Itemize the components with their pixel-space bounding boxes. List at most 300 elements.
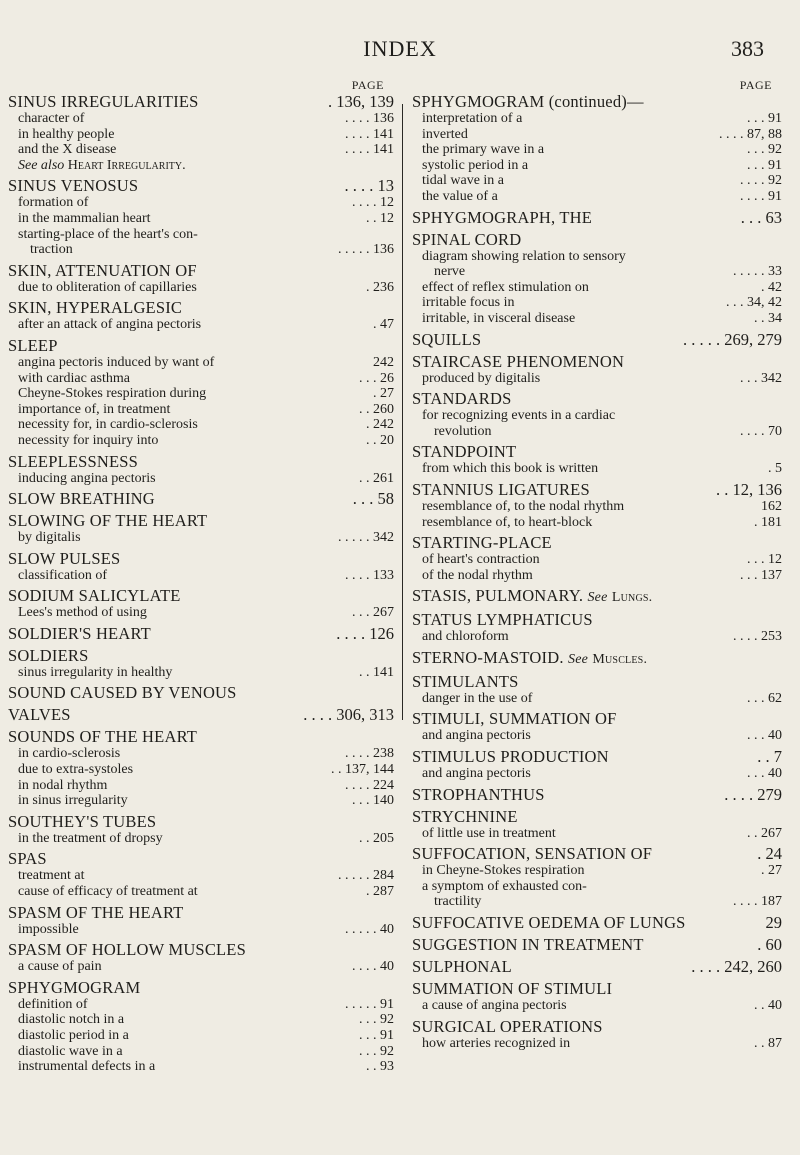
index-subentry xyxy=(412,552,782,568)
entry-label xyxy=(8,849,47,868)
entry-label xyxy=(8,812,156,831)
entry-text: SUFFOCATION, SENSATION OF xyxy=(412,844,653,864)
entry-label xyxy=(18,227,198,243)
page-reference: . . 141 xyxy=(359,664,394,680)
entry-text: and the X disease xyxy=(18,142,117,158)
index-subentry xyxy=(412,879,782,895)
index-heading xyxy=(8,549,394,568)
entry-text: Lees's method of using xyxy=(18,605,147,621)
entry-label xyxy=(422,629,509,645)
entry-text: SPASM OF HOLLOW MUSCLES xyxy=(8,940,246,960)
entry-text: definition of xyxy=(18,996,88,1012)
entry-label xyxy=(18,355,214,371)
page-reference: . . 137, 144 xyxy=(331,762,394,778)
page-reference: . 236 xyxy=(366,279,394,295)
entry-label xyxy=(8,452,138,471)
entry-text: systolic period in a xyxy=(422,157,529,173)
entry-label xyxy=(422,1036,570,1052)
entry-text: STANDPOINT xyxy=(412,442,517,462)
entry-text: danger in the use of xyxy=(422,690,533,706)
page-reference: . . . . 87, 88 xyxy=(719,126,782,142)
index-heading xyxy=(8,489,394,508)
page-reference: . . . 91 xyxy=(359,1028,394,1043)
entry-label xyxy=(412,807,518,826)
entry-text: with cardiac asthma xyxy=(18,370,130,386)
page-reference: . . . . 224 xyxy=(345,777,394,793)
page-reference: . . . 62 xyxy=(747,690,782,706)
entry-text: of little use in treatment xyxy=(422,825,556,841)
cross-reference: Muscles. xyxy=(592,651,648,667)
page-reference: . . 93 xyxy=(366,1059,394,1075)
entry-text: SUGGESTION IN TREATMENT xyxy=(412,935,644,955)
entry-text: effect of reflex stimulation on xyxy=(422,279,589,295)
entry-text: Cheyne-Stokes respiration during xyxy=(18,386,207,402)
index-heading xyxy=(412,935,782,954)
entry-text: resemblance of, to heart-block xyxy=(422,514,593,530)
entry-label xyxy=(18,471,156,487)
entry-label xyxy=(422,127,468,143)
entry-text: SURGICAL OPERATIONS xyxy=(412,1016,603,1036)
index-subentry xyxy=(412,515,782,531)
index-heading xyxy=(412,610,782,629)
page-header xyxy=(0,36,800,66)
entry-label xyxy=(18,317,201,333)
entry-label xyxy=(8,511,207,530)
entry-text: STIMULUS PRODUCTION xyxy=(412,747,609,767)
entry-label xyxy=(18,746,120,762)
entry-label xyxy=(18,195,88,211)
entry-label xyxy=(422,280,589,296)
index-subentry xyxy=(412,1036,782,1052)
index-subentry xyxy=(8,386,394,402)
entry-text: impossible xyxy=(18,921,79,937)
entry-text: inducing angina pectoris xyxy=(18,470,156,486)
index-heading xyxy=(412,1017,782,1036)
page-reference: . . 261 xyxy=(359,470,394,486)
entry-text: VALVES xyxy=(8,705,71,725)
index-heading xyxy=(412,844,782,863)
entry-label xyxy=(412,913,686,932)
page-reference: . . . 40 xyxy=(747,766,782,782)
entry-text: how arteries recognized in xyxy=(422,1035,571,1051)
entry-label xyxy=(8,903,183,922)
page-reference: . . . 92 xyxy=(747,142,782,158)
index-subentry xyxy=(8,884,394,900)
entry-text: from which this book is written xyxy=(422,461,599,477)
entry-label xyxy=(412,1017,603,1036)
entry-label xyxy=(422,499,624,515)
entry-text: in sinus irregularity xyxy=(18,793,128,809)
entry-text: SLOW PULSES xyxy=(8,548,121,568)
entry-text: SPHYGMOGRAM xyxy=(8,977,141,997)
entry-label xyxy=(422,879,587,895)
entry-label xyxy=(412,844,652,863)
entry-label xyxy=(422,826,556,842)
page-reference: . . . . 253 xyxy=(733,629,782,645)
cross-reference: Heart Irregularity. xyxy=(67,157,186,173)
entry-label xyxy=(412,935,644,954)
entry-label xyxy=(412,480,590,499)
entry-label xyxy=(412,330,481,349)
index-heading xyxy=(412,533,782,552)
entry-label xyxy=(18,417,198,433)
page-reference: . . . 58 xyxy=(352,489,394,509)
entry-text: SPHYGMOGRAM (continued)— xyxy=(412,92,644,111)
index-subentry xyxy=(412,173,782,189)
index-subentry xyxy=(8,665,394,681)
entry-label xyxy=(422,189,498,205)
entry-label xyxy=(8,489,155,508)
index-subentry xyxy=(8,568,394,584)
entry-label xyxy=(422,998,567,1014)
index-subentry xyxy=(8,402,394,418)
entry-text: irritable, in visceral disease xyxy=(422,310,576,326)
page-reference: . . . . . 342 xyxy=(338,530,394,546)
index-heading xyxy=(412,957,782,976)
entry-label xyxy=(18,868,84,884)
page-reference: . . 34 xyxy=(754,310,782,326)
page-reference: . 24 xyxy=(757,844,782,864)
entry-label xyxy=(8,705,71,724)
index-subentry xyxy=(8,433,394,449)
index-subentry xyxy=(412,863,782,879)
index-subentry xyxy=(412,158,782,174)
index-subentry xyxy=(8,211,394,227)
index-subentry xyxy=(412,629,782,645)
index-heading xyxy=(412,709,782,728)
entry-label xyxy=(422,728,531,744)
entry-text: SLOW BREATHING xyxy=(8,489,155,509)
entry-text: a symptom of exhausted con- xyxy=(422,878,587,894)
index-subentry xyxy=(8,317,394,333)
entry-text: SQUILLS xyxy=(412,329,482,349)
index-subentry xyxy=(8,922,394,938)
entry-text: SPINAL CORD xyxy=(412,229,522,249)
running-title: INDEX xyxy=(363,36,437,61)
entry-label xyxy=(8,940,246,959)
entry-label xyxy=(434,264,465,280)
entry-label xyxy=(18,433,158,449)
entry-text: STROPHANTHUS xyxy=(412,784,545,804)
entry-text: and angina pectoris xyxy=(422,728,531,744)
entry-label xyxy=(412,389,512,408)
index-subentry xyxy=(8,417,394,433)
index-subentry xyxy=(412,249,782,265)
index-subentry xyxy=(8,530,394,546)
entry-text: due to obliteration of capillaries xyxy=(18,279,197,295)
see-label: See xyxy=(587,590,608,606)
entry-label xyxy=(422,311,575,327)
index-heading xyxy=(412,230,782,249)
index-subentry xyxy=(8,1044,394,1060)
index-subentry xyxy=(412,461,782,477)
index-subentry xyxy=(412,189,782,205)
index-heading xyxy=(8,683,394,702)
page-reference: . . . . 187 xyxy=(733,894,782,910)
entry-text: treatment at xyxy=(18,868,85,884)
entry-text: and chloroform xyxy=(422,629,509,645)
index-heading xyxy=(412,92,782,111)
entry-text: nerve xyxy=(434,264,466,280)
entry-text: SINUS VENOSUS xyxy=(8,176,139,196)
entry-label xyxy=(412,648,647,669)
entry-text: SOLDIER'S HEART xyxy=(8,623,151,643)
index-subentry xyxy=(8,142,394,158)
entry-text: a cause of pain xyxy=(18,959,102,975)
index-heading xyxy=(412,672,782,691)
index-subentry xyxy=(8,242,394,258)
index-heading xyxy=(8,812,394,831)
entry-label xyxy=(434,424,492,440)
page-reference: . . 40 xyxy=(754,998,782,1014)
page-reference: . . 12, 136 xyxy=(716,479,782,499)
page-reference: . . 20 xyxy=(366,432,394,448)
page-reference: . 5 xyxy=(768,461,782,477)
index-heading xyxy=(8,727,394,746)
index-subentry xyxy=(412,371,782,387)
page-reference: . . 12 xyxy=(366,210,394,226)
entry-label xyxy=(18,922,79,938)
page-reference: . . . . 238 xyxy=(345,746,394,762)
entry-label xyxy=(18,402,170,418)
index-subentry xyxy=(8,1012,394,1028)
page-reference: . . . 63 xyxy=(740,207,782,227)
index-subentry xyxy=(8,127,394,143)
entry-label xyxy=(8,336,58,355)
entry-text: STIMULI, SUMMATION OF xyxy=(412,709,617,729)
page-reference: . . . . 92 xyxy=(740,173,782,189)
index-subentry xyxy=(8,1028,394,1044)
entry-label xyxy=(18,386,206,402)
page-reference: . . . 12 xyxy=(747,552,782,568)
entry-text: a cause of angina pectoris xyxy=(422,998,567,1014)
index-subentry xyxy=(412,568,782,584)
page-reference: . . . . . 136 xyxy=(338,242,394,258)
entry-text: STARTING-PLACE xyxy=(412,533,552,553)
entry-text: STAIRCASE PHENOMENON xyxy=(412,351,625,371)
page-reference: . . . . 242, 260 xyxy=(691,957,782,977)
index-column-right xyxy=(412,78,782,1051)
entry-label xyxy=(422,568,533,584)
entry-text: sinus irregularity in healthy xyxy=(18,664,173,680)
cross-reference: Lungs. xyxy=(611,590,653,606)
entry-label xyxy=(18,997,88,1013)
see-label: See xyxy=(568,651,589,667)
index-heading xyxy=(8,511,394,530)
entry-label xyxy=(412,92,644,111)
entry-label xyxy=(8,978,140,997)
see-also-reference xyxy=(18,158,186,174)
page-reference: . . . 137 xyxy=(740,567,782,583)
entry-label xyxy=(18,280,197,296)
index-subentry xyxy=(8,831,394,847)
entry-text: in the treatment of dropsy xyxy=(18,830,163,846)
index-heading xyxy=(412,352,782,371)
entry-text: diastolic wave in a xyxy=(18,1043,123,1059)
entry-text: character of xyxy=(18,111,85,126)
entry-text: STATUS LYMPHATICUS xyxy=(412,610,593,630)
entry-text: SOUND CAUSED BY VENOUS xyxy=(8,683,237,703)
entry-label xyxy=(422,158,528,174)
entry-label xyxy=(422,515,592,531)
entry-label xyxy=(8,586,181,605)
entry-text: in healthy people xyxy=(18,126,115,142)
page-reference: . . 205 xyxy=(359,830,394,846)
entry-text: STANDARDS xyxy=(412,389,512,409)
index-subentry xyxy=(8,997,394,1013)
entry-text: revolution xyxy=(434,423,492,439)
index-heading xyxy=(8,336,394,355)
entry-label xyxy=(412,979,612,998)
entry-text: angina pectoris induced by want of xyxy=(18,354,215,370)
entry-text: tractility xyxy=(434,894,482,910)
entry-label xyxy=(18,1012,124,1028)
page-reference: 242 xyxy=(373,354,394,370)
page-reference: . . . . 141 xyxy=(345,126,394,142)
index-subentry xyxy=(412,894,782,910)
entry-text: STANNIUS LIGATURES xyxy=(412,479,590,499)
entry-label xyxy=(30,242,73,258)
page-reference: . 47 xyxy=(373,317,394,333)
index-heading xyxy=(8,452,394,471)
entry-text: classification of xyxy=(18,567,108,583)
entry-label xyxy=(412,610,593,629)
entry-label xyxy=(422,249,626,265)
page-reference: 29 xyxy=(765,913,782,933)
entry-label xyxy=(422,766,531,782)
page-reference: . 27 xyxy=(373,386,394,402)
index-heading xyxy=(8,176,394,195)
index-heading xyxy=(8,261,394,280)
entry-text: interpretation of a xyxy=(422,111,523,126)
entry-text: and angina pectoris xyxy=(422,766,531,782)
page-reference: . . 87 xyxy=(754,1035,782,1051)
index-subentry xyxy=(412,499,782,515)
see-also-label: See also xyxy=(18,157,65,173)
index-subentry xyxy=(8,868,394,884)
index-heading xyxy=(412,785,782,804)
entry-label xyxy=(18,793,128,809)
index-subentry xyxy=(8,778,394,794)
page-reference: . . . . . 40 xyxy=(345,921,394,937)
page-reference: . . . . . 33 xyxy=(733,264,782,280)
page-reference: . 287 xyxy=(366,884,394,900)
entry-text: irritable focus in xyxy=(422,295,515,311)
entry-label xyxy=(412,957,512,976)
page-column-label: PAGE xyxy=(351,78,384,92)
entry-label xyxy=(412,747,609,766)
page-reference: . . . . 136 xyxy=(345,111,394,126)
index-heading xyxy=(8,705,394,724)
page-reference: . . 7 xyxy=(757,747,782,767)
entry-text: SLOWING OF THE HEART xyxy=(8,511,208,531)
page-number: 383 xyxy=(731,36,764,61)
entry-text: SINUS IRREGULARITIES xyxy=(8,92,199,111)
entry-text: SPHYGMOGRAPH, THE xyxy=(412,207,593,227)
index-heading xyxy=(412,913,782,932)
entry-text: SKIN, HYPERALGESIC xyxy=(8,298,183,318)
entry-label xyxy=(18,1028,129,1044)
index-subentry xyxy=(8,371,394,387)
entry-label xyxy=(422,173,504,189)
index-subentry xyxy=(412,998,782,1014)
entry-label xyxy=(412,352,624,371)
entry-text: resemblance of, to the nodal rhythm xyxy=(422,498,625,514)
entry-text: diastolic notch in a xyxy=(18,1012,125,1028)
entry-text: diastolic period in a xyxy=(18,1028,129,1043)
index-subentry xyxy=(412,264,782,280)
page-reference: . . . . 133 xyxy=(345,567,394,583)
index-subentry xyxy=(412,280,782,296)
page-reference: . . . . 141 xyxy=(345,142,394,158)
entry-text: instrumental defects in a xyxy=(18,1059,156,1075)
index-subentry xyxy=(412,766,782,782)
column-divider xyxy=(402,104,403,720)
page-reference: . . . . . 269, 279 xyxy=(683,329,782,349)
entry-label xyxy=(422,552,540,568)
entry-label xyxy=(422,461,598,477)
entry-label xyxy=(18,111,84,127)
entry-label xyxy=(422,142,544,158)
entry-text: tidal wave in a xyxy=(422,173,505,189)
entry-label xyxy=(8,92,199,111)
page-reference: . . . 91 xyxy=(747,111,782,126)
index-heading xyxy=(8,646,394,665)
index-subentry xyxy=(412,728,782,744)
index-subentry xyxy=(8,762,394,778)
entry-label xyxy=(18,605,147,621)
page-reference: . . . . 91 xyxy=(740,188,782,204)
entry-text: STASIS, PULMONARY. xyxy=(412,586,584,606)
entry-text: starting-place of the heart's con- xyxy=(18,226,198,242)
entry-label xyxy=(8,298,182,317)
entry-label xyxy=(18,142,116,158)
index-subentry xyxy=(8,195,394,211)
index-heading xyxy=(412,586,782,607)
entry-label xyxy=(412,533,552,552)
entry-label xyxy=(422,295,515,311)
entry-label xyxy=(422,111,522,127)
entry-text: SUFFOCATIVE OEDEMA OF LUNGS xyxy=(412,913,686,933)
index-subentry xyxy=(412,295,782,311)
index-subentry xyxy=(412,424,782,440)
entry-text: SOUTHEY'S TUBES xyxy=(8,811,157,831)
index-heading xyxy=(8,903,394,922)
page-reference: . . . 40 xyxy=(747,728,782,744)
entry-label xyxy=(8,683,237,702)
entry-label xyxy=(412,672,519,691)
entry-text: in nodal rhythm xyxy=(18,777,108,793)
page-column-label: PAGE xyxy=(739,78,772,92)
index-heading xyxy=(412,330,782,349)
entry-text: SULPHONAL xyxy=(412,957,512,977)
entry-text: the value of a xyxy=(422,188,498,204)
entry-text: traction xyxy=(30,242,73,258)
entry-text: due to extra-systoles xyxy=(18,762,134,778)
index-subentry xyxy=(8,158,394,174)
entry-label xyxy=(18,831,163,847)
page-reference: . . . 34, 42 xyxy=(726,295,782,311)
entry-text: SOLDIERS xyxy=(8,645,89,665)
entry-text: diagram showing relation to sensory xyxy=(422,248,626,264)
page-reference: . . . . 126 xyxy=(336,623,394,643)
entry-label xyxy=(412,230,521,249)
entry-label xyxy=(18,959,102,975)
page-reference: . . . 140 xyxy=(352,793,394,809)
page-reference: . . . . 40 xyxy=(352,959,394,975)
entry-text: formation of xyxy=(18,195,89,211)
page-reference: . . 267 xyxy=(747,825,782,841)
